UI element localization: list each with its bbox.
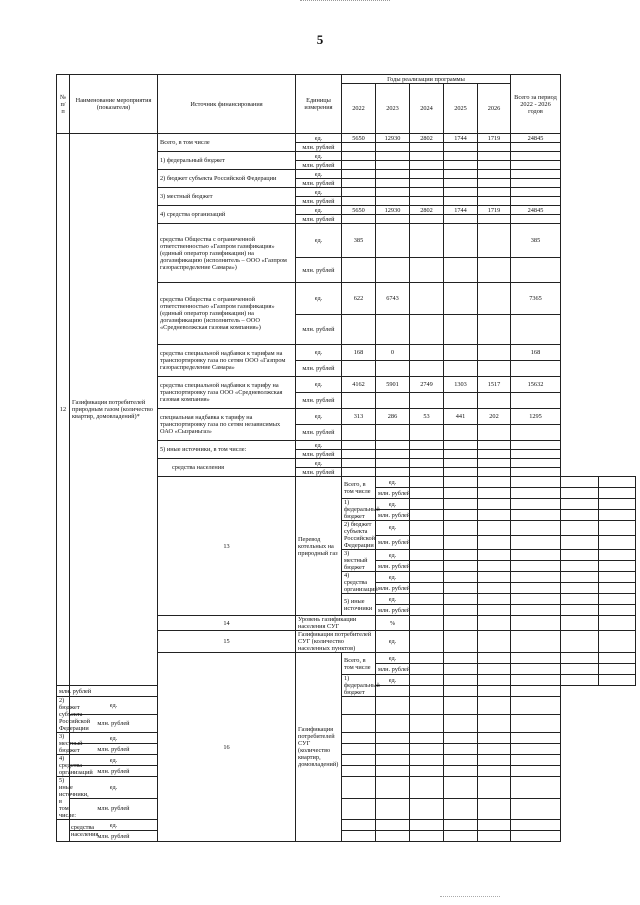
unit-cell: млн. рублей <box>296 425 342 441</box>
unit-cell: млн. рублей <box>376 488 410 499</box>
unit-cell: млн. рублей <box>296 393 342 409</box>
source-label: 2) бюджет субъекта Российской Федерации <box>158 170 296 188</box>
unit-cell: млн. рублей <box>296 315 342 345</box>
header-year: 2026 <box>478 84 511 134</box>
unit-cell: ед. <box>376 521 410 536</box>
value-cell: 441 <box>444 409 478 425</box>
source-label: 1) федеральный бюджет <box>342 499 376 521</box>
program-table <box>56 74 636 842</box>
unit-cell: ед. <box>296 459 342 468</box>
unit-cell: млн. рублей <box>376 510 410 521</box>
value-cell: 24845 <box>511 206 561 215</box>
unit-cell: млн. рублей <box>70 831 158 842</box>
value-cell <box>410 345 444 361</box>
unit-cell: ед. <box>376 631 410 653</box>
source-label: Всего, в том числе <box>342 477 376 499</box>
value-cell: 286 <box>376 409 410 425</box>
value-cell: 5901 <box>376 377 410 393</box>
header-unit: Единицы измерения <box>296 75 342 134</box>
unit-cell: млн. рублей <box>296 258 342 283</box>
header-name: Наименование мероприятия (показателя) <box>70 75 158 134</box>
value-cell: 313 <box>342 409 376 425</box>
source-label: 1) федеральный бюджет <box>342 675 376 697</box>
value-cell: 1719 <box>478 206 511 215</box>
value-cell: 12930 <box>376 134 410 143</box>
value-cell: 53 <box>410 409 444 425</box>
header-year: 2023 <box>376 84 410 134</box>
value-cell: 202 <box>478 409 511 425</box>
value-cell: 622 <box>342 283 376 315</box>
unit-cell: млн. рублей <box>376 535 410 550</box>
unit-cell: млн. рублей <box>296 215 342 224</box>
unit-cell: ед. <box>70 777 158 799</box>
source-label: 4) средства организаций <box>158 206 296 224</box>
unit-cell: ед. <box>376 675 410 686</box>
source-label: 2) бюджет субъекта Российской Федерации <box>57 697 70 733</box>
source-label: 5) иные источники, в том числе: <box>57 777 70 820</box>
unit-cell: млн. рублей <box>296 161 342 170</box>
value-cell: 0 <box>376 345 410 361</box>
value-cell: 1517 <box>478 377 511 393</box>
source-label: 4) средства организаций <box>342 572 376 594</box>
value-cell: 4162 <box>342 377 376 393</box>
unit-cell: ед. <box>70 820 158 831</box>
subsource-label: средства Общества с ограниченной ответственностью «Газпром газификация» (единый оператор газификации) на догазификацию (исполнитель – ООО «Средневолжская газовая компания») <box>158 283 296 345</box>
header-year: 2024 <box>410 84 444 134</box>
value-cell: 168 <box>511 345 561 361</box>
value-cell: 5650 <box>342 206 376 215</box>
unit-cell: млн. рублей <box>296 468 342 477</box>
source-label: 5) иные источники, в том числе: <box>158 441 296 459</box>
unit-cell: ед. <box>296 224 342 258</box>
value-cell <box>478 283 511 315</box>
unit-cell: ед. <box>296 206 342 215</box>
subsource-label: специальная надбавка к тарифу на транспортировку газа по сетям независимых ОАО «Сызраньгаз» <box>158 409 296 441</box>
value-cell <box>444 283 478 315</box>
header-total: Всего за период 2022 - 2026 годов <box>511 75 561 134</box>
unit-cell: ед. <box>70 755 158 766</box>
unit-cell: млн. рублей <box>376 664 410 675</box>
unit-cell: млн. рублей <box>296 179 342 188</box>
source-label: средства населения <box>158 459 296 477</box>
unit-cell: ед. <box>296 345 342 361</box>
value-cell: 1295 <box>511 409 561 425</box>
header-year: 2025 <box>444 84 478 134</box>
value-cell: 6743 <box>376 283 410 315</box>
source-label: 5) иные источники <box>342 594 376 616</box>
value-cell: 1303 <box>444 377 478 393</box>
row-number: 15 <box>158 631 296 653</box>
value-cell: 1744 <box>444 134 478 143</box>
value-cell <box>410 283 444 315</box>
header-year: 2022 <box>342 84 376 134</box>
value-cell: 1744 <box>444 206 478 215</box>
unit-cell: млн. рублей <box>70 798 158 820</box>
unit-cell: ед. <box>296 377 342 393</box>
subsource-label: средства специальной надбавки к тарифу на транспортировку газа ООО «Средневолжская газовая компания» <box>158 377 296 409</box>
value-cell <box>376 224 410 258</box>
source-label: 3) местный бюджет <box>158 188 296 206</box>
row-number: 13 <box>158 477 296 616</box>
value-cell: 2802 <box>410 206 444 215</box>
unit-cell: млн. рублей <box>70 744 158 755</box>
value-cell: 385 <box>511 224 561 258</box>
value-cell: 15632 <box>511 377 561 393</box>
row-name: Газификация потребителей СУГ (количество квартир, домовладений) <box>296 653 342 842</box>
value-cell <box>478 224 511 258</box>
value-cell <box>444 224 478 258</box>
value-cell: 2802 <box>410 134 444 143</box>
value-cell <box>444 345 478 361</box>
unit-cell: млн. рублей <box>57 686 70 697</box>
unit-cell: ед. <box>296 134 342 143</box>
source-label: 2) бюджет субъекта Российской Федерации <box>342 521 376 550</box>
unit-cell: ед. <box>376 572 410 583</box>
unit-cell: млн. рублей <box>376 605 410 616</box>
unit-cell: млн. рублей <box>296 143 342 152</box>
unit-cell: ед. <box>376 594 410 605</box>
value-cell <box>478 345 511 361</box>
unit-cell: ед. <box>376 499 410 510</box>
unit-cell: млн. рублей <box>296 450 342 459</box>
value-cell: 5650 <box>342 134 376 143</box>
value-cell: 1719 <box>478 134 511 143</box>
value-cell: 2749 <box>410 377 444 393</box>
unit-cell: ед. <box>70 697 158 715</box>
unit-cell: ед. <box>376 477 410 488</box>
unit-cell: млн. рублей <box>376 561 410 572</box>
subsource-label: средства Общества с ограниченной ответственностью «Газпром газификация» (единый оператор газификации) на догазификацию (исполнитель – ООО «Газпром газораспределение Самара») <box>158 224 296 283</box>
unit-cell: млн. рублей <box>376 583 410 594</box>
header-no: № п/п <box>57 75 70 134</box>
row-name: Уровень газификации населения СУГ <box>296 616 376 631</box>
unit-cell: ед. <box>376 550 410 561</box>
source-label: 4) средства организаций <box>57 755 70 777</box>
source-label: 1) федеральный бюджет <box>158 152 296 170</box>
value-cell: 12930 <box>376 206 410 215</box>
value-cell: 7365 <box>511 283 561 315</box>
source-label: 3) местный бюджет <box>342 550 376 572</box>
row-name: Газификация потребителей природным газом (количество квартир, домовладений)* <box>70 134 158 686</box>
subsource-label: средства специальной надбавки к тарифам на транспортировку газа по сетям ООО «Газпром газораспределение Самара» <box>158 345 296 377</box>
unit-cell: % <box>376 616 410 631</box>
unit-cell: ед. <box>376 653 410 664</box>
row-number: 14 <box>158 616 296 631</box>
source-label: 3) местный бюджет <box>57 733 70 755</box>
unit-cell: млн. рублей <box>70 766 158 777</box>
row-number: 12 <box>57 134 70 686</box>
unit-cell: ед. <box>296 409 342 425</box>
unit-cell: ед. <box>70 733 158 744</box>
scan-artifact-bottom <box>440 896 500 899</box>
source-label: Всего, в том числе <box>158 134 296 152</box>
unit-cell: ед. <box>296 152 342 161</box>
unit-cell: ед. <box>296 283 342 315</box>
value-cell: 385 <box>342 224 376 258</box>
unit-cell: млн. рублей <box>70 715 158 733</box>
row-name: Газификация потребителей СУГ (количество населенных пунктов) <box>296 631 376 653</box>
source-label: Всего, в том числе <box>342 653 376 675</box>
unit-cell: млн. рублей <box>296 361 342 377</box>
page-number: 5 <box>316 32 324 47</box>
source-label: средства населения <box>57 820 70 842</box>
scan-artifact-top <box>300 0 390 4</box>
unit-cell: ед. <box>296 170 342 179</box>
unit-cell: млн. рублей <box>296 197 342 206</box>
value-cell: 168 <box>342 345 376 361</box>
row-number: 16 <box>158 653 296 842</box>
unit-cell: ед. <box>296 441 342 450</box>
unit-cell: ед. <box>296 188 342 197</box>
row-name: Перевод котельных на природный газ <box>296 477 342 616</box>
header-source: Источник финансирования <box>158 75 296 134</box>
value-cell <box>410 224 444 258</box>
value-cell: 24845 <box>511 134 561 143</box>
header-years-title: Годы реализации программы <box>342 75 511 84</box>
